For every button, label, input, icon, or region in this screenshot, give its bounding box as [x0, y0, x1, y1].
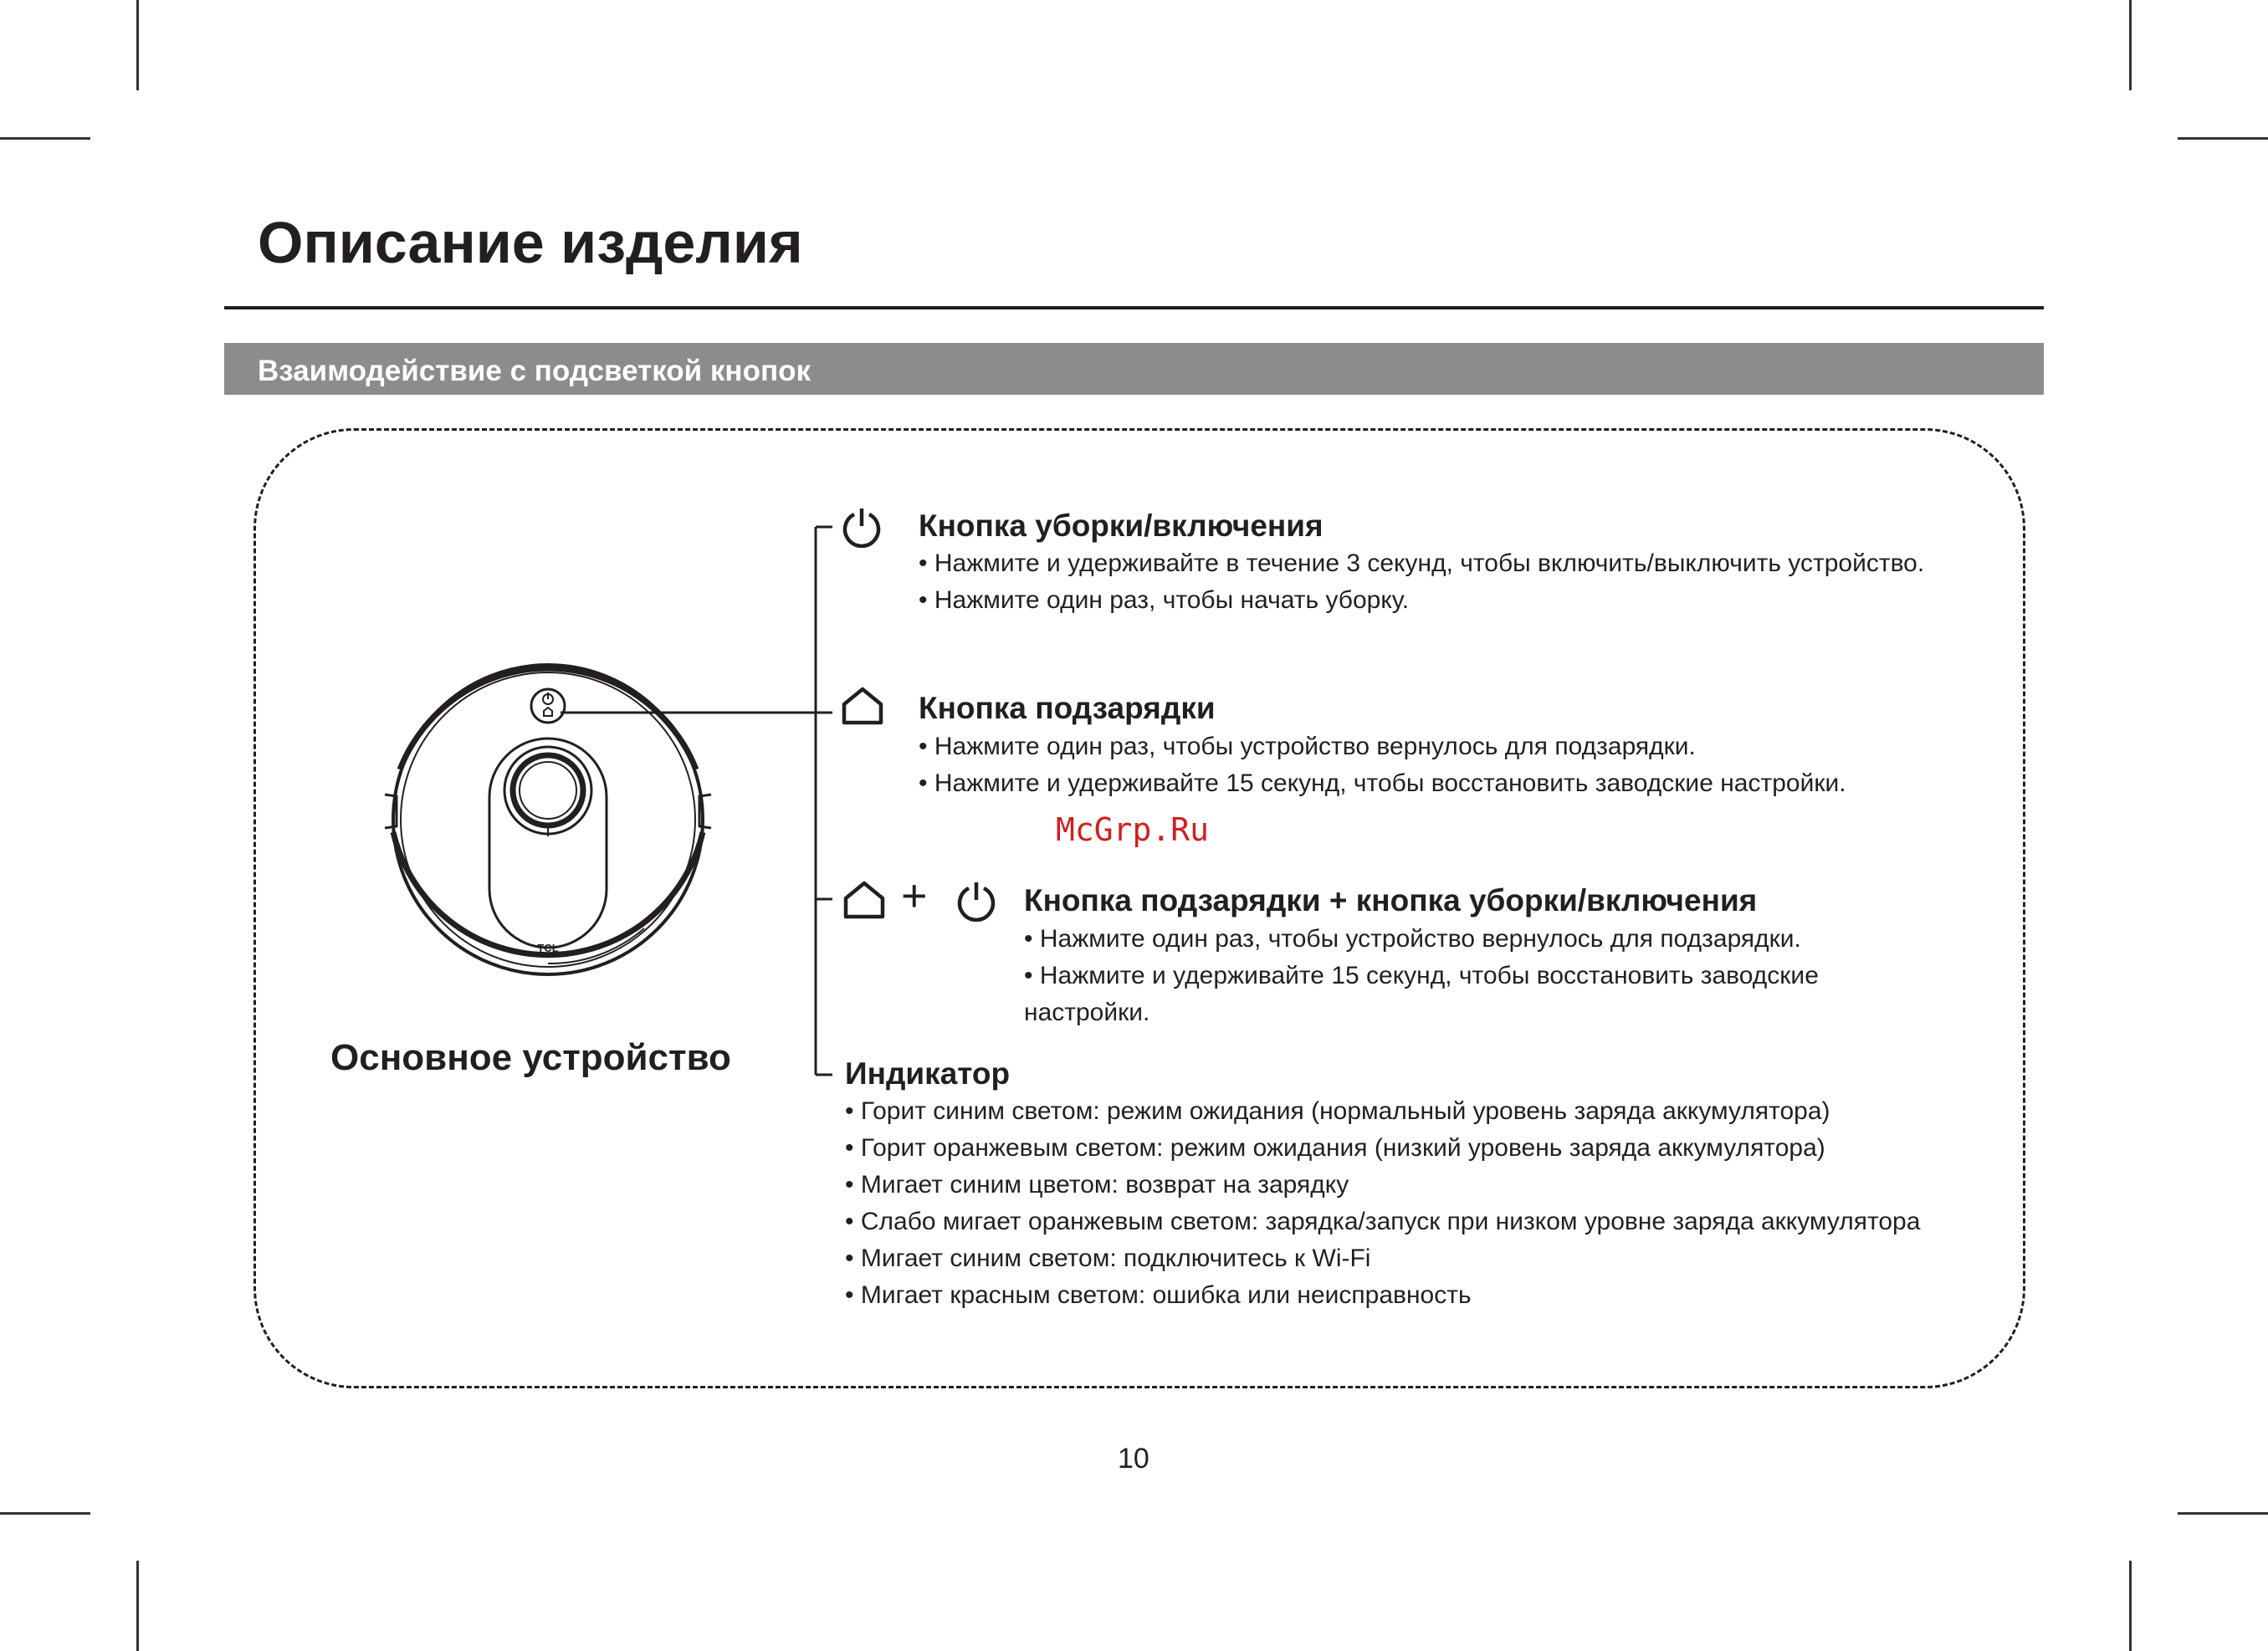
crop-mark	[2129, 0, 2132, 90]
combo-button-desc-2: • Нажмите и удерживайте 15 секунд, чтобы восстановить заводские	[1024, 962, 1819, 989]
power-icon	[841, 506, 883, 548]
indicator-desc-6: • Мигает красным светом: ошибка или неисправность	[845, 1281, 1472, 1309]
indicator-title: Индикатор	[845, 1056, 1011, 1091]
page-title: Описание изделия	[258, 210, 803, 275]
page-number: 10	[1118, 1443, 1149, 1475]
watermark: McGrp.Ru	[1056, 811, 1210, 848]
plus-sign: +	[901, 871, 928, 921]
combo-button-desc-3: настройки.	[1024, 999, 1150, 1026]
indicator-desc-2: • Горит оранжевым светом: режим ожидания (низкий уровень заряда аккумулятора)	[845, 1134, 1825, 1162]
power-button-title: Кнопка уборки/включения	[919, 509, 1323, 543]
crop-mark	[0, 137, 90, 140]
combo-button-desc-1: • Нажмите один раз, чтобы устройство вернулось для подзарядки.	[1024, 925, 1801, 953]
indicator-desc-3: • Мигает синим цветом: возврат на зарядку	[845, 1171, 1349, 1199]
section-title: Взаимодействие с подсветкой кнопок	[258, 355, 811, 387]
power-icon	[955, 880, 997, 922]
crop-mark	[136, 1561, 139, 1651]
home-button-title: Кнопка подзарядки	[919, 691, 1216, 725]
home-icon	[842, 880, 886, 920]
title-divider	[224, 306, 2044, 309]
power-button-desc-1: • Нажмите и удерживайте в течение 3 секунд, чтобы включить/выключить устройство.	[919, 549, 1925, 577]
indicator-desc-1: • Горит синим светом: режим ожидания (нормальный уровень заряда аккумулятора)	[845, 1097, 1830, 1125]
indicator-desc-5: • Мигает синим светом: подключитесь к Wi-Fi	[845, 1245, 1371, 1272]
crop-mark	[2129, 1561, 2132, 1651]
brand-logo: TCL	[537, 942, 559, 954]
crop-mark	[0, 1512, 90, 1515]
device-label: Основное устройство	[330, 1037, 731, 1078]
home-button-desc-2: • Нажмите и удерживайте 15 секунд, чтобы восстановить заводские настройки.	[919, 769, 1846, 797]
home-icon	[841, 686, 884, 726]
power-button-desc-2: • Нажмите один раз, чтобы начать уборку.	[919, 586, 1410, 614]
crop-mark	[2178, 137, 2268, 140]
combo-button-title: Кнопка подзарядки + кнопка уборки/включения	[1024, 883, 1758, 918]
indicator-desc-4: • Слабо мигает оранжевым светом: зарядка/запуск при низком уровне заряда аккумулятора	[845, 1208, 1921, 1235]
callout-connectors	[552, 519, 862, 1087]
crop-mark	[136, 0, 139, 90]
crop-mark	[2178, 1512, 2268, 1515]
home-button-desc-1: • Нажмите один раз, чтобы устройство вернулось для подзарядки.	[919, 733, 1696, 760]
